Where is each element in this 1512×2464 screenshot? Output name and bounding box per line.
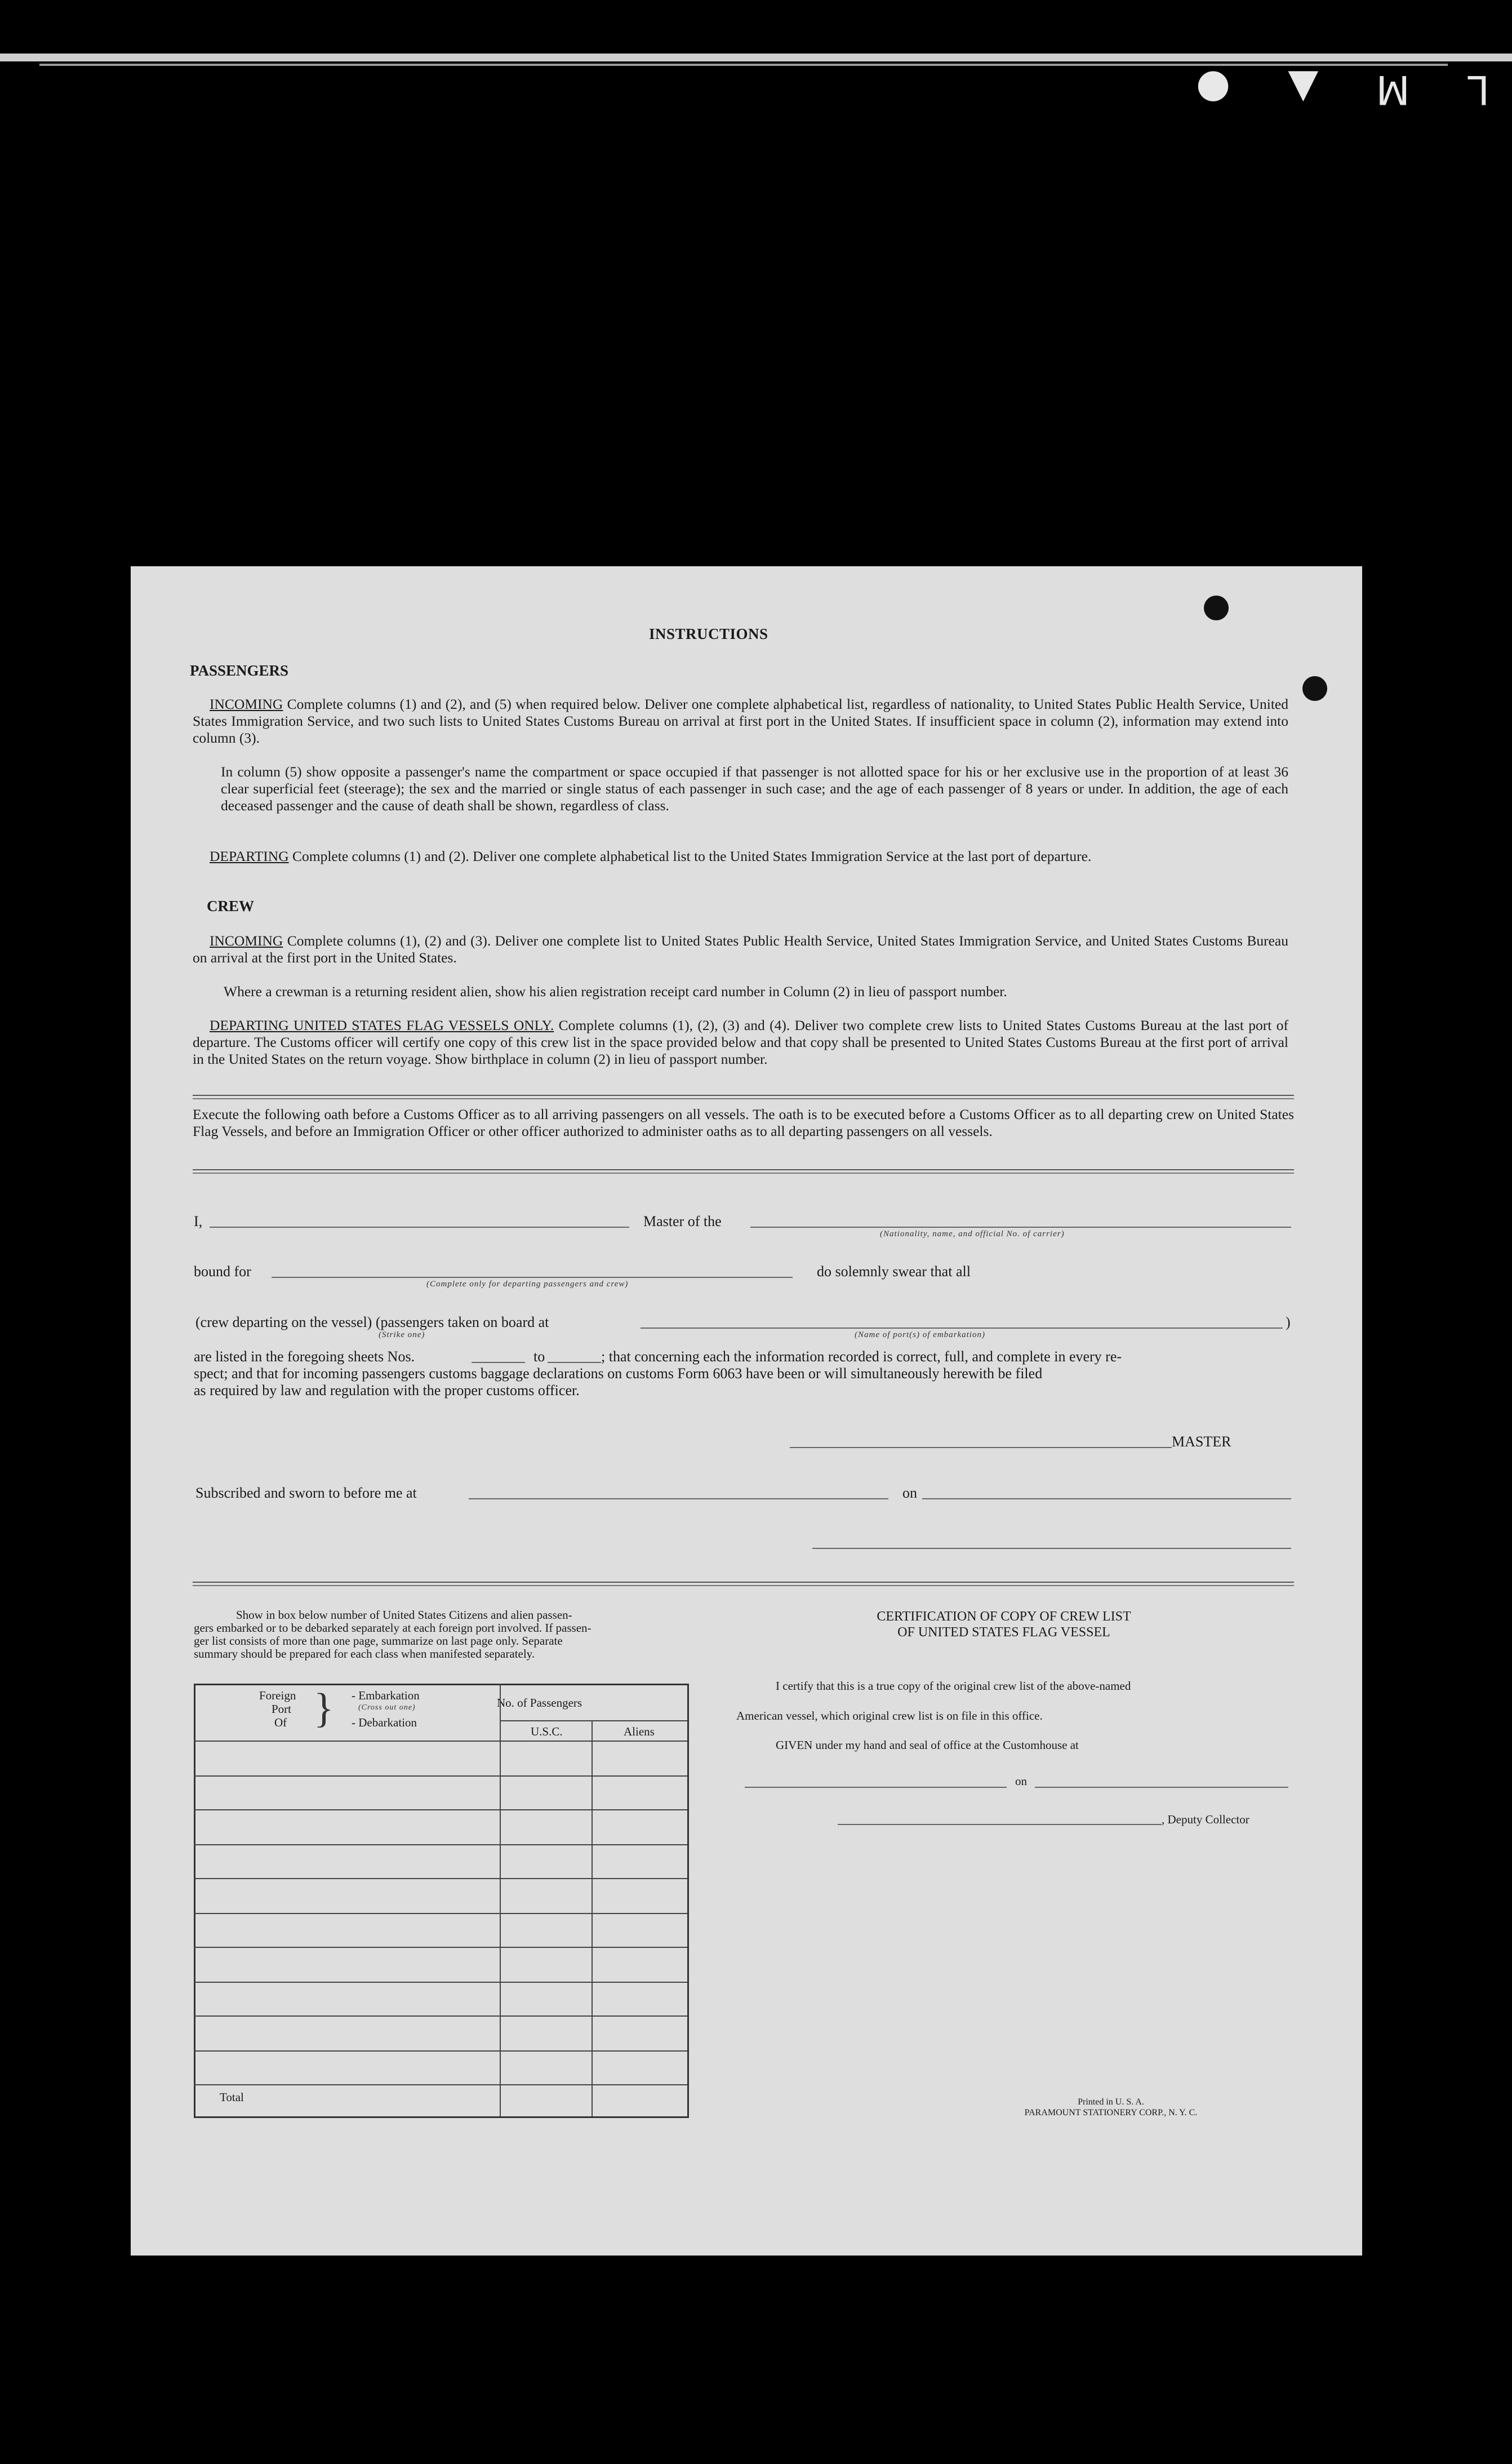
table-row-rule: [194, 1809, 687, 1810]
nationality-caption: (Nationality, name, and official No. of carrier): [880, 1229, 1065, 1238]
printer-line: PARAMOUNT STATIONERY CORP., N. Y. C.: [1024, 2108, 1198, 2117]
section-rule: [193, 1169, 1294, 1174]
deputy-collector-label: , Deputy Collector: [1162, 1813, 1249, 1826]
swear-label: do solemnly swear that all: [817, 1263, 971, 1280]
corner-mark-dot: ●: [1173, 66, 1230, 113]
sheets-text-4: as required by law and regulation with the proper customs officer.: [194, 1382, 580, 1399]
certification-title: [812, 1609, 1195, 1640]
vessel-line[interactable]: [750, 1227, 1291, 1228]
printer-line: Printed in U. S. A.: [1078, 2097, 1144, 2107]
table-row-rule: [194, 1913, 687, 1914]
port-caption: (Name of port(s) of embarkation): [855, 1330, 985, 1339]
passengers-incoming-text: Complete columns (1) and (2), and (5) when required below. Deliver one complete alphabetical list, regardless of nationality, to United States Public Health Service, United States Immigration Service, and two such lists to United States Customs Bureau on arrival at first port in the United States. If insufficient space in column (2), information may extend into column (3).: [193, 696, 1288, 746]
table-row-rule: [194, 1741, 687, 1742]
summary-instructions: [194, 1609, 700, 1661]
embarkation-label: - Embarkation: [352, 1689, 420, 1702]
table-row-rule: [194, 1982, 687, 1983]
column5-paragraph: In column (5) show opposite a passenger's name the compartment or space occupied if that passenger is not allotted space for his or her exclusive use in the proportion of at least 36 clear superficial feet (steerage); the sex and the married or single status of each passenger in such case; and the age of each passenger of 8 years or under. In addition, the age of each deceased passenger and the cause of death shall be shown, regardless of class.: [221, 763, 1288, 814]
aliens-header: Aliens: [624, 1725, 655, 1738]
table-row-rule: [194, 1947, 687, 1948]
foreign-label: Foreign: [259, 1689, 296, 1702]
incoming-keyword: INCOMING: [210, 933, 283, 949]
crew-or-passengers-label: (crew departing on the vessel) (passengers taken on board at: [195, 1314, 549, 1330]
printer-imprint: [970, 2097, 1252, 2118]
table-column-rule: [592, 1720, 593, 2116]
sheets-to-label: to: [533, 1348, 545, 1365]
sheets-text-2: ; that concerning each the information recorded is correct, full, and complete in every re-: [601, 1348, 1122, 1365]
crew-incoming-paragraph: [193, 933, 1288, 966]
corner-mark-m: M: [1353, 66, 1410, 113]
master-signature-line[interactable]: [790, 1447, 1172, 1448]
summary-instruction-line: ger list consists of more than one page, summarize on last page only. Separate: [194, 1634, 563, 1648]
debarkation-label: - Debarkation: [352, 1716, 417, 1729]
subscribed-on-label: on: [902, 1485, 917, 1501]
subscribed-date-line[interactable]: [922, 1498, 1291, 1499]
departing-keyword: DEPARTING: [210, 848, 289, 864]
table-row-rule: [194, 1878, 687, 1879]
certification-on-label: on: [1015, 1774, 1027, 1788]
passengers-heading: PASSENGERS: [190, 662, 289, 679]
section-rule: [193, 1582, 1294, 1586]
total-label: Total: [220, 2090, 244, 2104]
table-row-rule: [194, 1844, 687, 1845]
crew-heading: CREW: [207, 898, 255, 914]
officer-signature-line[interactable]: [812, 1548, 1291, 1549]
subscribed-place-line[interactable]: [469, 1498, 888, 1499]
no-passengers-header: No. of Passengers: [497, 1696, 582, 1710]
table-row-rule: [194, 2050, 687, 2052]
cross-out-caption: (Cross out one): [358, 1703, 416, 1712]
of-label: Of: [274, 1716, 287, 1729]
passenger-summary-table: [194, 1684, 689, 2118]
corner-mark-l: L: [1445, 66, 1489, 113]
film-top-edge: [0, 54, 1512, 61]
deputy-collector-line[interactable]: [838, 1824, 1162, 1825]
certification-line-3: GIVEN under my hand and seal of office at the Customhouse at: [776, 1738, 1079, 1752]
embarkation-port-line[interactable]: [641, 1328, 1283, 1329]
certification-line-2: American vessel, which original crew list is on file in this office.: [736, 1709, 1043, 1722]
table-row-rule: [194, 2084, 687, 2085]
sheet-to-line[interactable]: [548, 1362, 601, 1363]
form-page: [131, 566, 1362, 2256]
flag-vessels-keyword: DEPARTING UNITED STATES FLAG VESSELS ONLY.: [210, 1017, 554, 1033]
bound-for-caption: (Complete only for departing passengers and crew): [426, 1280, 629, 1289]
port-label: Port: [272, 1702, 292, 1716]
oath-instruction: Execute the following oath before a Customs Officer as to all arriving passengers on all vessels. The oath is to be executed before a Customs Officer as to all departing crew on United States Flag Vessels, and before an Immigration Officer or other officer authorized to administer oaths as to all departing passengers on all vessels.: [193, 1106, 1294, 1139]
certification-title-line: CERTIFICATION OF COPY OF CREW LIST: [877, 1609, 1131, 1624]
crew-flag-text: Complete columns (1), (2), (3) and (4). Deliver two complete crew lists to United States Customs Bureau at the last port of departure. The Customs officer will certify one copy of this crew list in the space provided below and that copy shall be presented to United States Customs Bureau at the first port of arrival in the United States on the return voyage. Show birthplace in column (2) in lieu of passport number.: [193, 1017, 1288, 1067]
master-name-line[interactable]: [210, 1227, 629, 1228]
table-row-rule: [194, 2015, 687, 2017]
sheets-text-1: are listed in the foregoing sheets Nos.: [194, 1348, 415, 1365]
strike-one-caption: (Strike one): [379, 1330, 425, 1339]
subscribed-label: Subscribed and sworn to before me at: [195, 1485, 417, 1501]
bound-for-line[interactable]: [272, 1277, 793, 1278]
table-header-rule: [500, 1720, 687, 1721]
incoming-keyword: INCOMING: [210, 696, 283, 712]
sheets-text-3: spect; and that for incoming passengers customs baggage declarations on customs Form 6063 have been or will simultaneously herewith be filed: [194, 1365, 1043, 1382]
customhouse-line[interactable]: [745, 1787, 1007, 1788]
oath-i-label: I,: [194, 1213, 203, 1229]
certification-line-1: I certify that this is a true copy of the original crew list of the above-named: [776, 1679, 1131, 1693]
summary-instruction-line: summary should be prepared for each class when manifested separately.: [194, 1647, 535, 1661]
sheet-from-line[interactable]: [472, 1362, 525, 1363]
crew-incoming-text: Complete columns (1), (2) and (3). Deliver one complete list to United States Public Health Service, United States Immigration Service, and United States Customs Bureau on arrival at the first port in the United States.: [193, 933, 1288, 966]
punch-hole: [1302, 676, 1327, 701]
summary-instruction-line: gers embarked or to be debarked separately at each foreign port involved. If passen-: [194, 1621, 592, 1635]
film-top-edge-shadow: [39, 64, 1448, 66]
section-rule: [193, 1095, 1294, 1099]
certification-date-line[interactable]: [1035, 1787, 1288, 1788]
passengers-departing-paragraph: [193, 848, 1288, 865]
crew-resident-paragraph: Where a crewman is a returning resident alien, show his alien registration receipt card number in Column (2) in lieu of passport number.: [224, 983, 1007, 1000]
passengers-departing-text: Complete columns (1) and (2). Deliver one complete alphabetical list to the United States Immigration Service at the last port of departure.: [288, 848, 1092, 864]
punch-hole: [1204, 596, 1229, 620]
brace-icon: }: [314, 1685, 334, 1732]
passengers-incoming-paragraph: [193, 696, 1288, 747]
close-paren: ): [1286, 1314, 1291, 1330]
corner-mark-triangle: ▲: [1265, 66, 1319, 113]
instructions-title: INSTRUCTIONS: [649, 625, 768, 642]
table-row-rule: [194, 1775, 687, 1777]
certification-title-line: OF UNITED STATES FLAG VESSEL: [897, 1625, 1110, 1640]
master-signature-label: MASTER: [1172, 1433, 1231, 1450]
film-corner-marks: [1173, 66, 1489, 113]
bound-for-label: bound for: [194, 1263, 251, 1280]
crew-flag-paragraph: [193, 1017, 1288, 1068]
master-of-the-label: Master of the: [643, 1213, 722, 1229]
summary-instruction-line: Show in box below number of United States Citizens and alien passen-: [236, 1608, 572, 1622]
usc-header: U.S.C.: [531, 1725, 563, 1738]
